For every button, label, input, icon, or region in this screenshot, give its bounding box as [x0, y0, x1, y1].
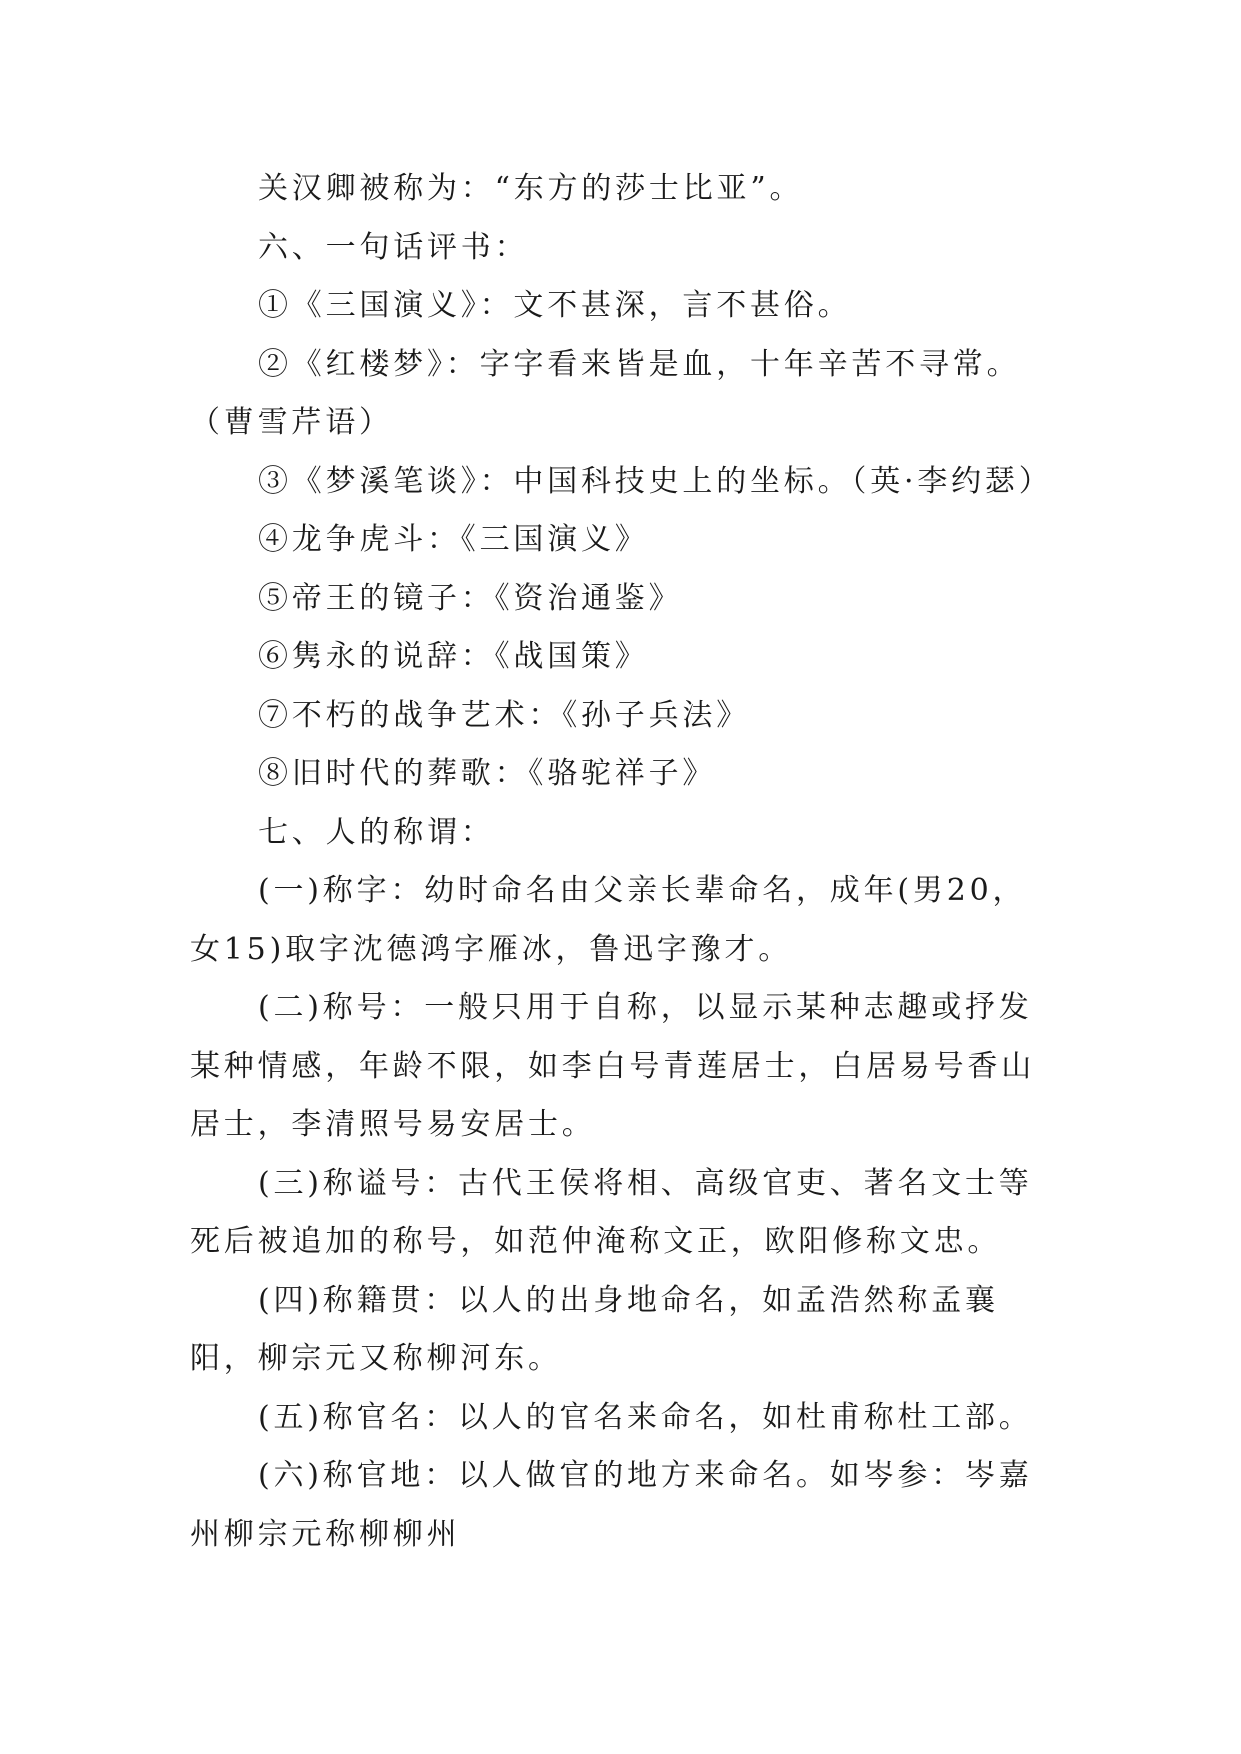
- list-item-luotuo: ⑧旧时代的葬歌：《骆驼祥子》: [258, 756, 717, 791]
- list-item-mengxi: ③《梦溪笔谈》：中国科技史上的坐标。（英·李约瑟）: [258, 463, 1053, 499]
- paragraph-courtesy-name: (一)称字：幼时命名由父亲长辈命名，成年(男20，女15)取字沈德鸿字雁冰，鲁迅字豫才。: [190, 873, 1027, 967]
- paragraph-art-name: (二)称号：一般只用于自称，以显示某种志趣或抒发某种情感，年龄不限，如李白号青莲居士，白居易号香山居士，李清照号易安居士。: [190, 990, 1035, 1142]
- paragraph-guanhanqing: 关汉卿被称为：“东方的莎士比亚”。: [258, 171, 804, 206]
- paragraph-official-title: (五)称官名：以人的官名来命名，如杜甫称杜工部。: [258, 1399, 1033, 1435]
- list-item-zizhi: ⑤帝王的镜子：《资治通鉴》: [258, 580, 683, 616]
- list-item-zhanguoce: ⑥隽永的说辞：《战国策》: [258, 639, 649, 674]
- paragraph-native-place: (四)称籍贯：以人的出身地命名，如孟浩然称孟襄阳，柳宗元又称柳河东。: [190, 1282, 999, 1376]
- heading-book-reviews: 六、一句话评书：: [258, 229, 529, 265]
- paragraph-posthumous-name: (三)称谥号：古代王侯将相、高级官吏、著名文士等死后被追加的称号，如范仲淹称文正，欧阳修称文忠。: [190, 1165, 1033, 1259]
- document-page: [190, 160, 1060, 1564]
- list-item-longzheng: ④龙争虎斗：《三国演义》: [258, 522, 649, 557]
- list-item-hongloumeng: ②《红楼梦》：字字看来皆是血，十年辛苦不寻常。（曹雪芹语）: [190, 346, 1021, 440]
- list-item-sunzi: ⑦不朽的战争艺术：《孙子兵法》: [258, 697, 750, 733]
- paragraph-official-post: (六)称官地：以人做官的地方来命名。如岑参：岑嘉州柳宗元称柳柳州: [190, 1458, 1033, 1552]
- heading-forms-of-address: 七、人的称谓：: [258, 814, 495, 850]
- list-item-sanguo: ①《三国演义》：文不甚深，言不甚俗。: [258, 288, 852, 323]
